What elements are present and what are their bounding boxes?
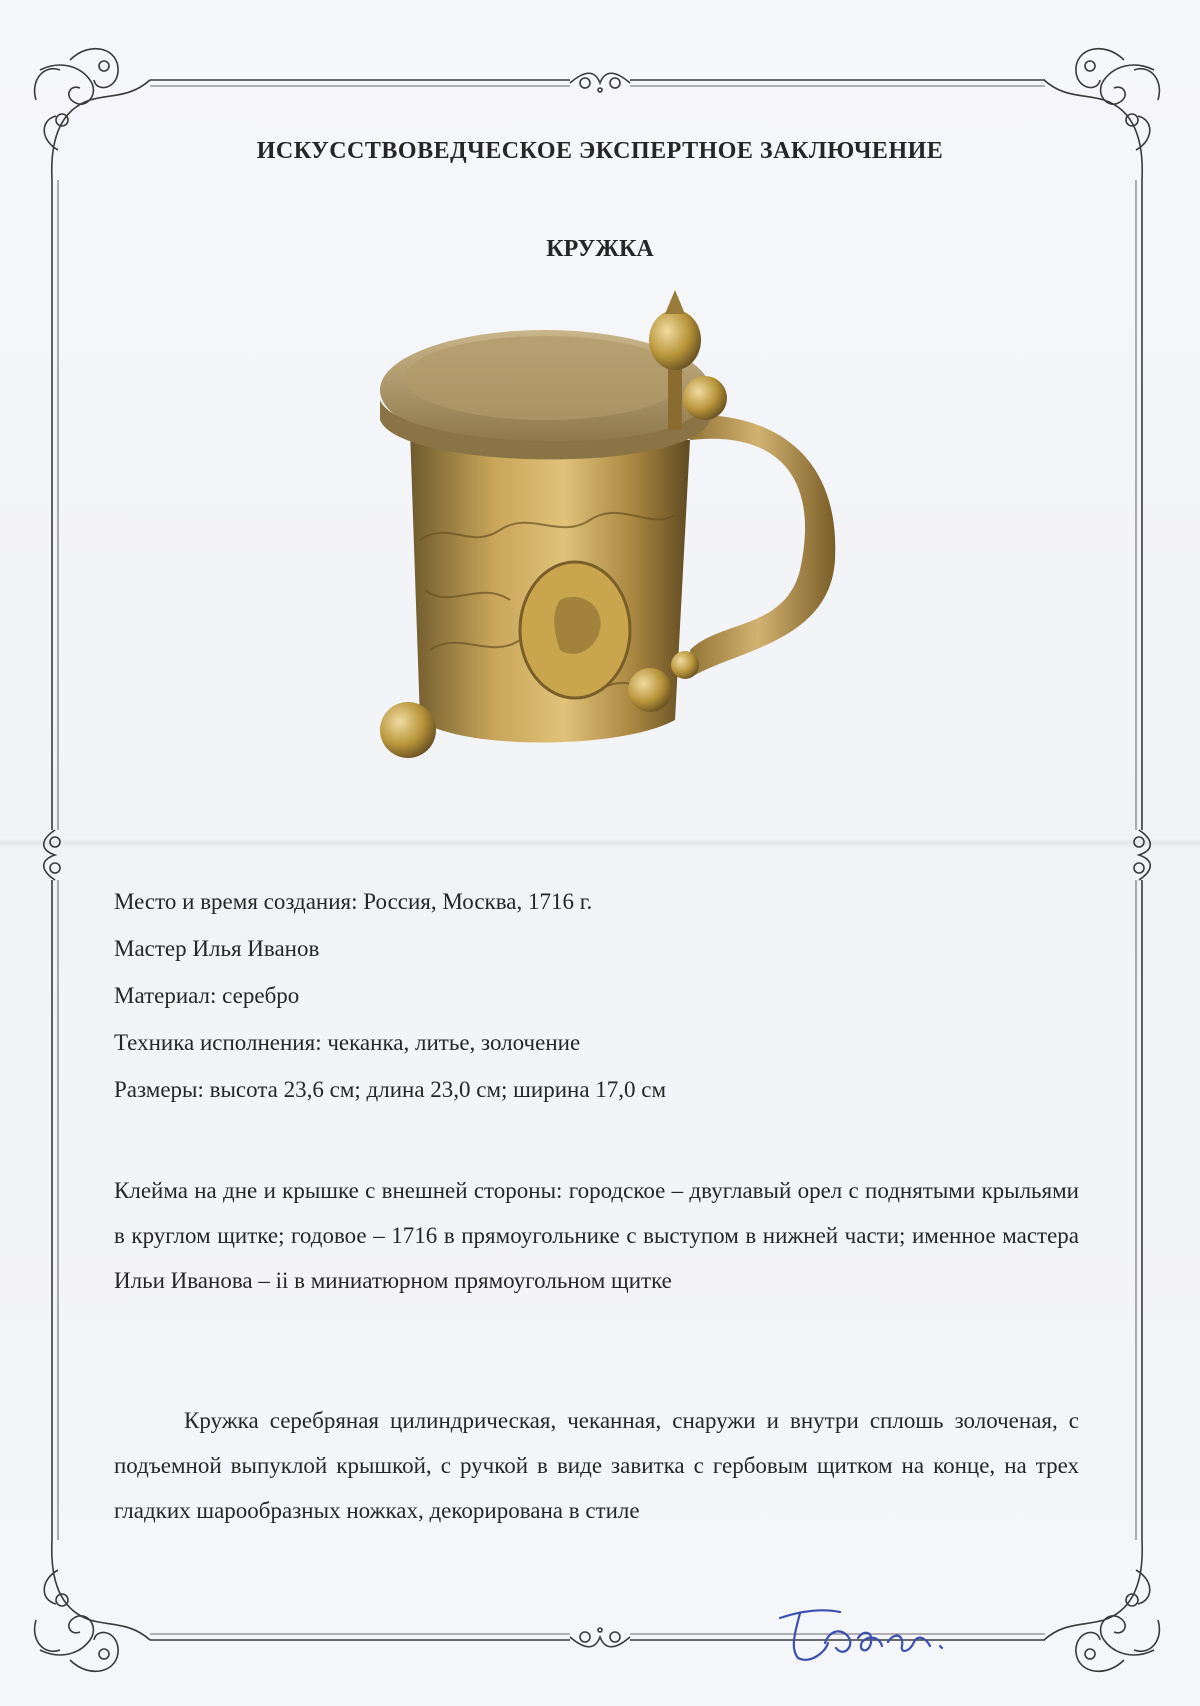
attribute-master: Мастер Илья Иванов xyxy=(114,936,320,961)
attribute-place-date: Место и время создания: Россия, Москва, 1716 г. xyxy=(114,889,593,914)
description-paragraph: Кружка серебряная цилиндрическая, чеканная, снаружи и внутри сплошь золоченая, с подъемной выпуклой крышкой, с ручкой в виде завитка с гербовым щитком на конце, на трех гладких шарообразных ножках, декорирована в стиле xyxy=(114,1408,1079,1523)
signature-icon xyxy=(770,1598,990,1668)
silver-gilt-tankard-icon xyxy=(360,290,870,830)
attribute-technique: Техника исполнения: чеканка, литье, золочение xyxy=(114,1030,581,1055)
attribute-material: Материал: серебро xyxy=(114,983,300,1008)
attribute-dimensions: Размеры: высота 23,6 см; длина 23,0 см; ширина 17,0 см xyxy=(114,1077,667,1102)
document-title: ИСКУССТВОВЕДЧЕСКОЕ ЭКСПЕРТНОЕ ЗАКЛЮЧЕНИЕ xyxy=(256,138,944,164)
object-title: КРУЖКА xyxy=(546,236,654,262)
attributes-list xyxy=(114,888,1094,1123)
hallmarks-paragraph: Клейма на дне и крышке с внешней стороны: городское – двуглавый орел с поднятыми крыльями в круглом щитке; годовое – 1716 в прямоугольнике с выступом в нижней части; именное мастера Ильи Иванова – ii в миниатюрном прямоугольном щитке xyxy=(114,1178,1079,1293)
